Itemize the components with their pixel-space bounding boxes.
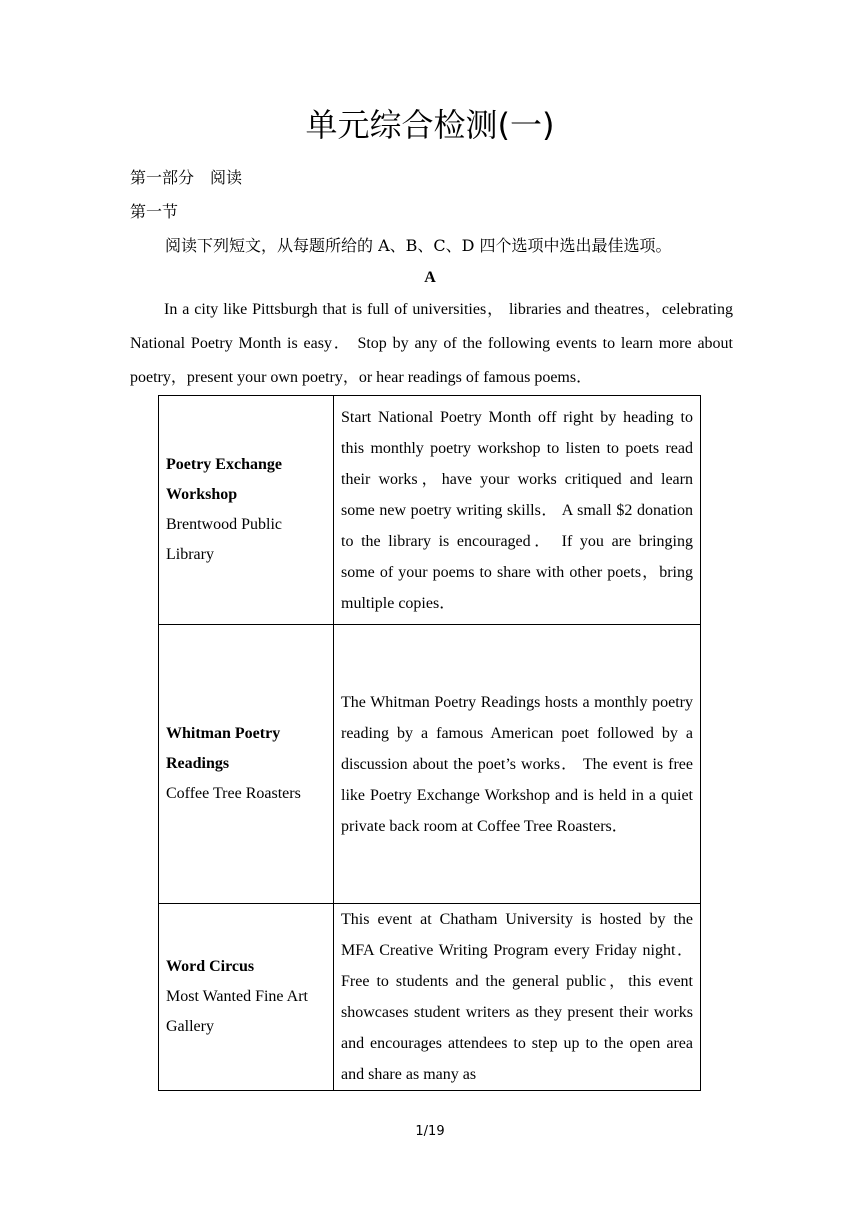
table-row (159, 904, 701, 1091)
document-title: 单元综合检测(一) (305, 106, 555, 144)
event-name-cell (159, 904, 334, 1091)
instructions: 阅读下列短文，从每题所给的 A、B、C、D 四个选项中选出最佳选项。 (165, 236, 672, 255)
event-venue: Brentwood Public Library (166, 516, 282, 563)
event-description: The Whitman Poetry Readings hosts a monthly poetry reading by a famous American poet followed by a discussion about the poet’s works． The event is free like Poetry Exchange Workshop and is held in a quiet private back room at Coffee Tree Roasters． (334, 625, 701, 904)
event-title: Poetry Exchange Workshop (166, 456, 282, 503)
section-heading: 第一部分 阅读 (130, 168, 243, 187)
event-name-cell (159, 625, 334, 904)
event-title: Whitman Poetry Readings (166, 725, 281, 772)
table-row (159, 396, 701, 625)
passage-intro: In a city like Pittsburgh that is full of universities， libraries and theatres，celebrating National Poetry Month is easy． Stop by any of the following events to learn more about poetry，present your own poetry，or hear readings of famous poems． (130, 301, 733, 386)
event-name-cell (159, 396, 334, 625)
table-row (159, 625, 701, 904)
events-table (158, 395, 701, 1091)
event-description: Start National Poetry Month off right by heading to this monthly poetry workshop to listen to poets read their works，have your works critiqued and learn some new poetry writing skills． A small $2 donation to the library is encouraged． If you are bringing some of your poems to share with other poets，bring multiple copies． (334, 396, 701, 625)
page-number: 1/19 (415, 1124, 445, 1139)
event-venue: Coffee Tree Roasters (166, 785, 301, 802)
event-description: This event at Chatham University is hosted by the MFA Creative Writing Program every Friday night． Free to students and the general public，this event showcases student writers as they present their works and encourages attendees to step up to the open area and share as many as (334, 904, 701, 1091)
subsection-heading: 第一节 (130, 202, 179, 221)
event-title: Word Circus (166, 958, 255, 975)
passage-letter: A (424, 269, 436, 286)
event-venue: Most Wanted Fine Art Gallery (166, 988, 308, 1035)
